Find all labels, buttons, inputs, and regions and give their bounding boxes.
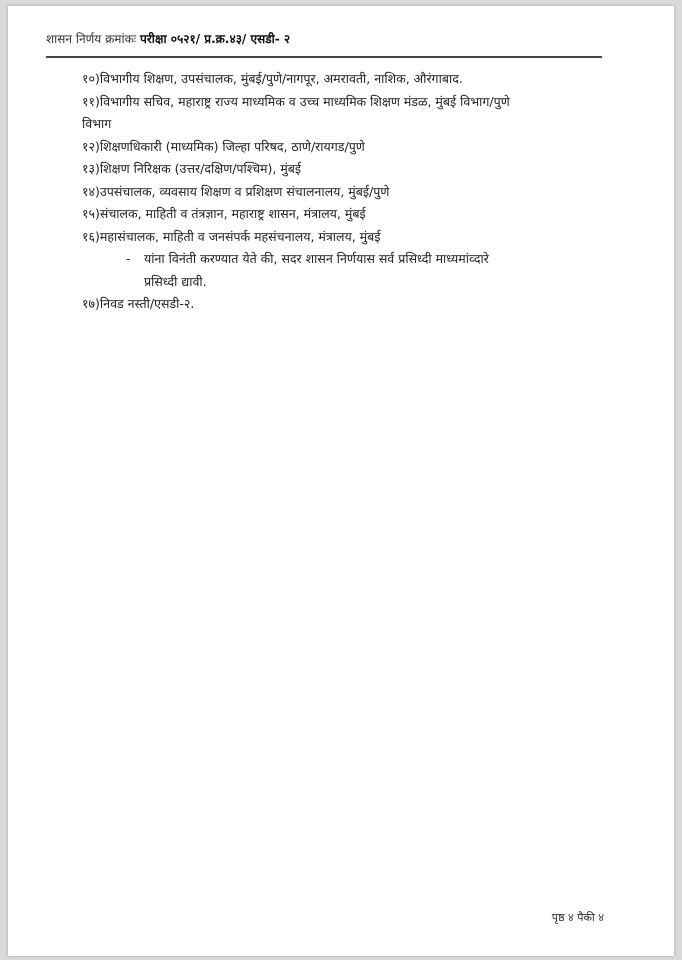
distribution-list xyxy=(82,68,602,316)
header-number: परीक्षा ०५२१/ प्र.क्र.४३/ एसडी- २ xyxy=(140,32,291,46)
item-number: १०) xyxy=(82,71,100,86)
item-number: १२) xyxy=(82,138,100,154)
item-text: शिक्षणधिकारी (माध्यमिक) जिल्हा परिषद, ठाणे/रायगड/पुणे xyxy=(99,138,365,154)
list-item xyxy=(82,158,602,181)
item-text-continuation: विभाग xyxy=(82,116,112,131)
item-text: विभागीय सचिव, महाराष्ट्र राज्य माध्यमिक व उच्च माध्यमिक शिक्षण मंडळ, मुंबई विभाग/पुणे xyxy=(99,93,510,109)
list-item xyxy=(82,181,602,204)
list-item-continuation xyxy=(82,113,602,136)
sub-note-line-1: यांना विनंती करण्यात येते की, सदर शासन निर्णयास सर्व प्रसिध्दी माध्यमांव्दारे xyxy=(144,251,489,266)
item-text: संचालक, माहिती व तंत्रज्ञान, महाराष्ट्र शासन, मंत्रालय, मुंबई xyxy=(99,206,366,221)
list-item xyxy=(82,203,602,226)
document-page xyxy=(8,6,674,956)
page-number: पृष्ठ ४ पैकी ४ xyxy=(551,911,604,924)
item-text: उपसंचालक, व्यवसाय शिक्षण व प्रशिक्षण संचालनालय, मुंबई/पुणे xyxy=(99,183,390,199)
header-label: शासन निर्णय क्रमांकः xyxy=(46,32,137,46)
item-number: १६) xyxy=(82,228,100,244)
list-item xyxy=(82,293,602,316)
item-number: १४) xyxy=(82,183,100,199)
item-number: ११) xyxy=(82,93,100,109)
item-number: १७) xyxy=(82,296,100,311)
item-number: १३) xyxy=(82,161,100,176)
list-item xyxy=(82,136,602,159)
item-text: शिक्षण निरिक्षक (उत्तर/दक्षिण/पश्चिम), मुंबई xyxy=(99,161,302,176)
header-rule xyxy=(46,56,602,58)
item-text: विभागीय शिक्षण, उपसंचालक, मुंबई/पुणे/नागपूर, अमरावती, नाशिक, औरंगाबाद. xyxy=(99,71,463,86)
sub-note xyxy=(82,248,602,293)
item-text: निवड नस्ती/एसडी-२. xyxy=(99,296,195,311)
item-text: महासंचालक, माहिती व जनसंपर्क महसंचनालय, मंत्रालय, मुंबई xyxy=(99,228,381,244)
sub-note-dash: - xyxy=(126,251,131,266)
list-item xyxy=(82,91,602,114)
item-number: १५) xyxy=(82,206,100,221)
list-item xyxy=(82,68,602,91)
page-header xyxy=(46,30,290,47)
list-item xyxy=(82,226,602,249)
sub-note-line-2: प्रसिध्दी द्यावी. xyxy=(144,273,207,289)
